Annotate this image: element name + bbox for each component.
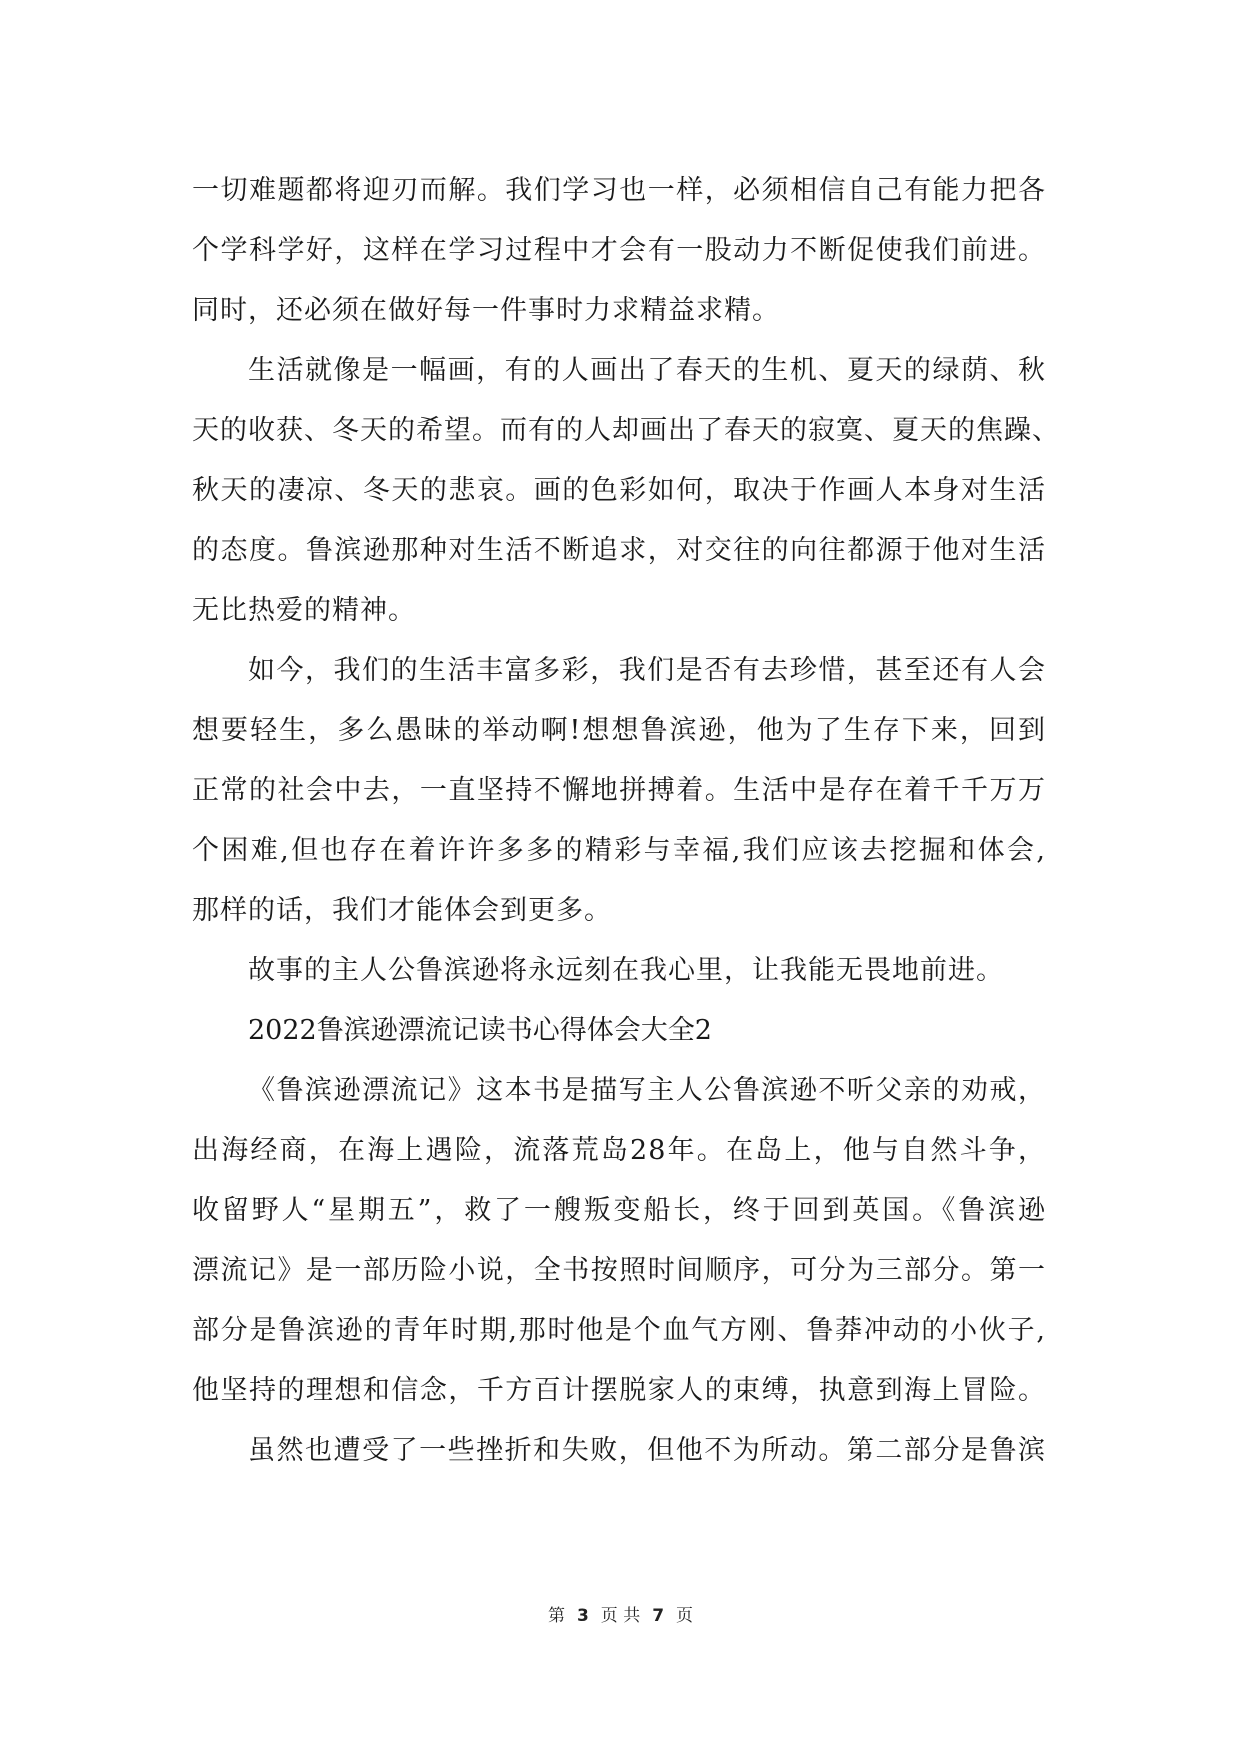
text-line: 同时，还必须在做好每一件事时力求精益求精。 <box>192 295 780 326</box>
footer-middle: 页 共 <box>600 1606 641 1626</box>
footer-suffix: 页 <box>676 1606 694 1626</box>
body-text <box>192 161 1060 1481</box>
text-line: 他坚持的理想和信念，千方百计摆脱家人的束缚，执意到海上冒险。 <box>192 1375 1046 1406</box>
text-line: 漂流记》是一部历险小说，全书按照时间顺序，可分为三部分。第一 <box>192 1255 1046 1286</box>
text-line: 正常的社会中去，一直坚持不懈地拼搏着。生活中是存在着千千万万 <box>192 775 1046 806</box>
text-line: 部分是鲁滨逊的青年时期,那时他是个血气方刚、鲁莽冲动的小伙子, <box>192 1315 1046 1346</box>
text-line: 的态度。鲁滨逊那种对生活不断追求，对交往的向往都源于他对生活 <box>192 535 1046 566</box>
footer-prefix: 第 <box>547 1606 565 1626</box>
text-line: 那样的话，我们才能体会到更多。 <box>192 895 612 926</box>
text-line: 出海经商，在海上遇险，流落荒岛28年。在岛上，他与自然斗争， <box>192 1135 1046 1166</box>
text-line: 无比热爱的精神。 <box>192 595 416 626</box>
text-line: 生活就像是一幅画，有的人画出了春天的生机、夏天的绿荫、秋 <box>248 355 1046 386</box>
footer-page-number: 3 <box>576 1606 589 1626</box>
text-line: 秋天的凄凉、冬天的悲哀。画的色彩如何，取决于作画人本身对生活 <box>192 475 1046 506</box>
text-line: 个学科学好，这样在学习过程中才会有一股动力不断促使我们前进。 <box>192 235 1046 266</box>
text-line: 一切难题都将迎刃而解。我们学习也一样，必须相信自己有能力把各 <box>192 175 1046 206</box>
text-line: 故事的主人公鲁滨逊将永远刻在我心里，让我能无畏地前进。 <box>248 955 1004 986</box>
section-heading: 2022鲁滨逊漂流记读书心得体会大全2 <box>248 1015 712 1046</box>
text-line: 虽然也遭受了一些挫折和失败，但他不为所动。第二部分是鲁滨 <box>248 1435 1046 1466</box>
footer-total-pages: 7 <box>652 1606 665 1626</box>
text-line: 收留野人“星期五”，救了一艘叛变船长，终于回到英国。《鲁滨逊 <box>192 1195 1046 1226</box>
text-line: 个困难,但也存在着许许多多的精彩与幸福,我们应该去挖掘和体会, <box>192 835 1046 866</box>
text-line: 如今，我们的生活丰富多彩，我们是否有去珍惜，甚至还有人会 <box>248 655 1046 686</box>
text-line: 想要轻生，多么愚昧的举动啊!想想鲁滨逊，他为了生存下来，回到 <box>192 715 1046 746</box>
text-line: 《鲁滨逊漂流记》这本书是描写主人公鲁滨逊不听父亲的劝戒， <box>248 1075 1046 1106</box>
text-line: 天的收获、冬天的希望。而有的人却画出了春天的寂寞、夏天的焦躁、 <box>192 415 1060 446</box>
page-footer <box>0 1604 1241 1628</box>
